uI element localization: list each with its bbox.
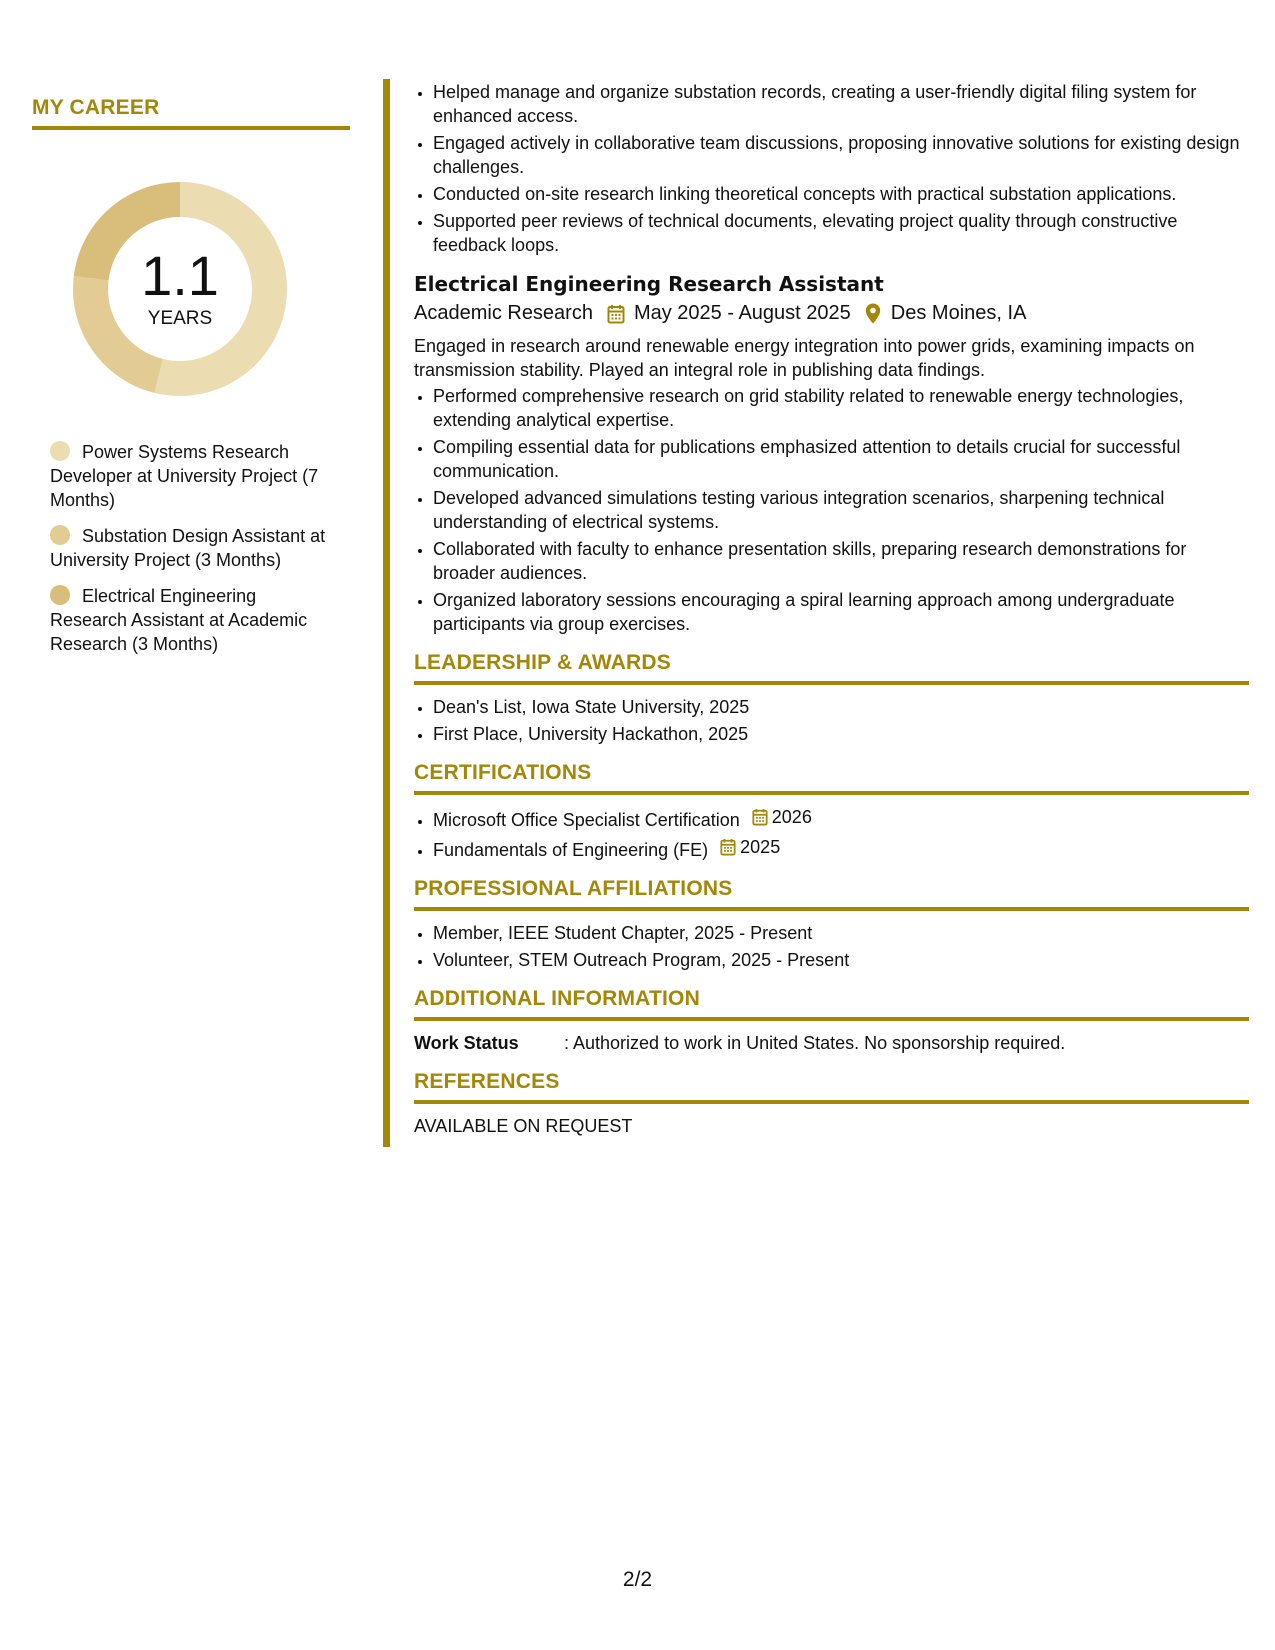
leadership-section (414, 651, 1249, 746)
list-item: • Microsoft Office Specialist Certification 2026 (433, 805, 1249, 832)
list-item: • Compiling essential data for publications emphasized attention to details crucial for successful communication. (433, 435, 1249, 483)
previous-job-bullets (414, 80, 1249, 257)
certifications-heading: CERTIFICATIONS (414, 761, 1249, 795)
page-number: 2/2 (622, 1568, 653, 1591)
list-item: • Volunteer, STEM Outreach Program, 2025 - Present (433, 948, 1249, 972)
list-item: • Collaborated with faculty to enhance presentation skills, preparing research demonstrations for broader audiences. (433, 537, 1249, 585)
career-sidebar (32, 96, 350, 668)
legend-item: Power Systems Research Developer at University Project (7 Months) (50, 442, 319, 510)
location-pin-icon (865, 303, 881, 324)
references-text: AVAILABLE ON REQUEST (414, 1116, 633, 1136)
list-item: • Engaged actively in collaborative team discussions, proposing innovative solutions for existing design challenges. (433, 131, 1249, 179)
list-item: • Conducted on-site research linking theoretical concepts with practical substation applications. (433, 182, 1249, 206)
main-content (414, 80, 1249, 1138)
list-item: • First Place, University Hackathon, 2025 (433, 722, 1249, 746)
references-heading: REFERENCES (414, 1070, 1249, 1104)
job-description: Engaged in research around renewable energy integration into power grids, examining impacts on transmission stability. Played an integral role in publishing data findings. (414, 336, 1195, 380)
column-divider (383, 79, 390, 1147)
work-status-value: : Authorized to work in United States. No sponsorship required. (564, 1033, 1066, 1053)
career-legend (50, 440, 335, 656)
references-section (414, 1070, 1249, 1138)
career-donut-chart (65, 174, 295, 404)
calendar-icon (720, 838, 736, 856)
affiliations-heading: PROFESSIONAL AFFILIATIONS (414, 877, 1249, 911)
calendar-icon (752, 808, 768, 826)
job-company: Academic Research (414, 302, 593, 324)
list-item: • Performed comprehensive research on grid stability related to renewable energy technologies, extending analytical expertise. (433, 384, 1249, 432)
list-item: • Dean's List, Iowa State University, 2025 (433, 695, 1249, 719)
legend-dot-icon (50, 441, 70, 461)
list-item: • Helped manage and organize substation records, creating a user-friendly digital filing system for enhanced access. (433, 80, 1249, 128)
legend-dot-icon (50, 525, 70, 545)
list-item: • Organized laboratory sessions encouraging a spiral learning approach among undergraduate participants via group exercises. (433, 588, 1249, 636)
legend-item: Substation Design Assistant at University Project (3 Months) (50, 526, 326, 570)
career-heading: MY CAREER (32, 96, 350, 130)
legend-item: Electrical Engineering Research Assistant at Academic Research (3 Months) (50, 586, 308, 654)
job-dates: May 2025 - August 2025 (633, 302, 851, 324)
list-item: • Supported peer reviews of technical documents, elevating project quality through constructive feedback loops. (433, 209, 1249, 257)
legend-dot-icon (50, 585, 70, 605)
career-total-unit: YEARS (147, 308, 213, 329)
additional-info-section (414, 987, 1249, 1055)
additional-info-heading: ADDITIONAL INFORMATION (414, 987, 1249, 1021)
certifications-section (414, 761, 1249, 862)
list-item: • Fundamentals of Engineering (FE) 2025 (433, 835, 1249, 862)
leadership-heading: LEADERSHIP & AWARDS (414, 651, 1249, 685)
job-bullets (414, 384, 1249, 636)
calendar-icon (607, 304, 625, 324)
job-title: Electrical Engineering Research Assistant (414, 272, 884, 296)
list-item: • Member, IEEE Student Chapter, 2025 - Present (433, 921, 1249, 945)
job-location: Des Moines, IA (890, 302, 1027, 324)
work-status-label: Work Status (414, 1033, 519, 1053)
affiliations-section (414, 877, 1249, 972)
career-total-years: 1.1 (141, 244, 219, 307)
job-meta (414, 302, 1249, 325)
list-item: • Developed advanced simulations testing various integration scenarios, sharpening technical understanding of electrical systems. (433, 486, 1249, 534)
